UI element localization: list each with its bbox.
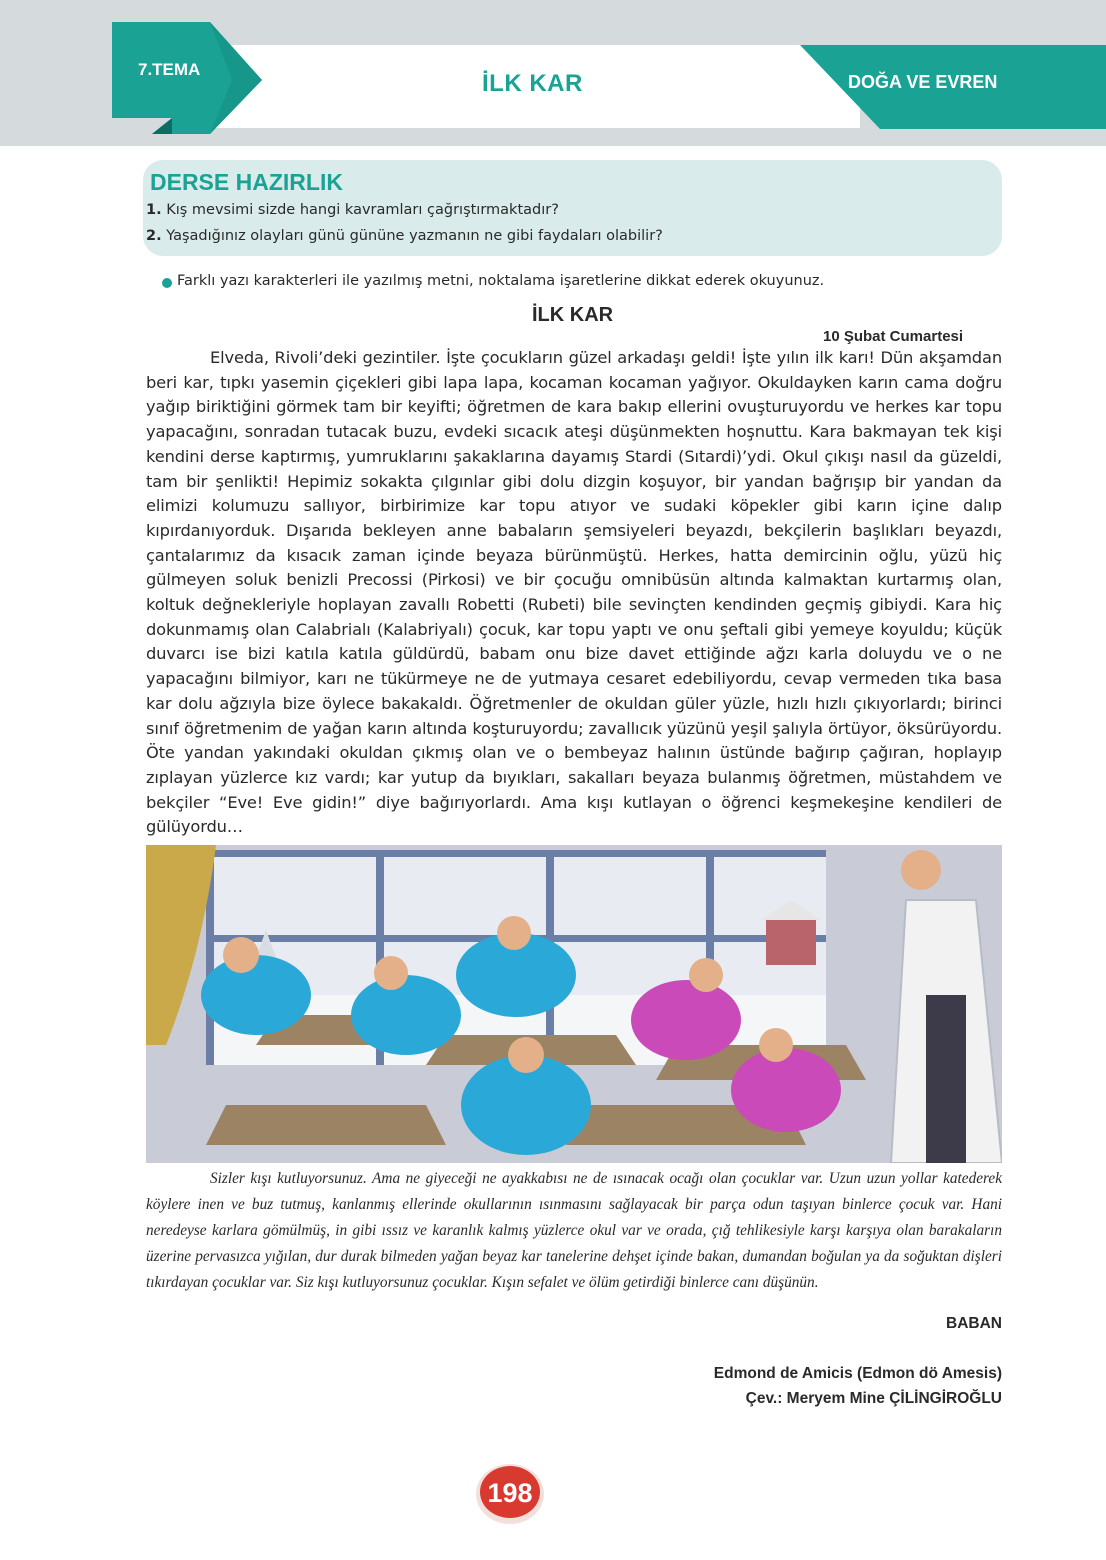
translator: Çev.: Meryem Mine ÇİLİNGİROĞLU: [745, 1390, 1002, 1407]
signature: BABAN: [946, 1315, 1002, 1332]
prep-title: DERSE HAZIRLIK: [150, 169, 343, 195]
question-number: 1.: [146, 202, 162, 218]
reading-instruction: Farklı yazı karakterleri ile yazılmış metni, noktalama işaretlerine dikkat ederek okuyunuz.: [177, 273, 825, 289]
illustration-caption: Sizler kışı kutluyorsunuz. Ama ne giyeceği ne ayakkabısı ne de ısınacak ocağı olan çocuklar var. Uzun uzun yollar katederek köylere inen ve buz tutmuş, kanlanmış ellerinde okullarının ısınmasını sağlayacak bir parça odun taşıyan binlerce çocuk var. Hani neredeyse karlara gömülmüş, in gibi ıssız ve karanlık kalmış yüzlerce okul var ve orada, çığ tehlikesiyle karşı karşıya olan barakaların üzerine pervasızca yığılan, dur durak bilmeden yağan beyaz kar tanelerine dehşet içinde bakan, dumandan boğulan ya da soğuktan dişleri tıkırdayan çocuklar var. Siz kışı kutluyorsunuz çocuklar. Kışın sefalet ve ölüm getirdiği binlerce canı düşünün.: [146, 1170, 1002, 1291]
question-text: Kış mevsimi sizde hangi kavramları çağrıştırmaktadır?: [166, 202, 559, 218]
theme-ribbon-icon: [112, 22, 292, 142]
question-text: Yaşadığınız olayları günü gününe yazmanın ne gibi faydaları olabilir?: [166, 228, 663, 244]
story-date: 10 Şubat Cumartesi: [823, 328, 964, 345]
story-title: İLK KAR: [532, 304, 614, 326]
question-number: 2.: [146, 228, 162, 244]
classroom-illustration: [146, 845, 1002, 1163]
page-number: 198: [487, 1478, 533, 1508]
prep-question: [146, 228, 663, 244]
author: Edmond de Amicis (Edmon dö Amesis): [713, 1365, 1002, 1382]
header-title: İLK KAR: [482, 70, 583, 97]
theme-label: 7.TEMA: [138, 60, 201, 79]
section-label: DOĞA VE EVREN: [848, 72, 998, 92]
story-body: Elveda, Rivoli’deki gezintiler. İşte çocukların güzel arkadaşı geldi! İşte yılın ilk karı! Dün akşamdan beri kar, tıpkı yasemin çiçekleri gibi lapa lapa, kocaman kocaman yağıyor. Okuldayken karın cama doğru yağıp biriktiğini görmek tam bir keyifti; öğretmen de kara bakıp ellerini ovuşturuyordu ve herkes kar topu yapacağını, sonradan tutacak buzu, evdeki sıcacık ateşi düşünmekten hoşnuttu. Kara bakmayan tek kişi kendini derse kaptırmış, yumruklarını şakaklarına dayamış Stardi (Sıtardi)’ydi. Okul çıkışı nasıl da güzeldi, tam bir şenlikti! Hepimiz sokakta çılgınlar gibi dolu dizgin koşuyor, bir yandan bağrışıp bir yandan da elimizi kolumuzu sallıyor, birbirimize kar topu atıyor ve sudaki köpekler gibi karın içine dalıp kıpırdanıyorduk. Dışarıda bekleyen anne babaların şemsiyeleri beyazdı, bekçilerin başlıkları beyazdı, çantalarımız da kısacık zaman içinde beyaza bürünmüştü. Herkes, hatta demircinin oğlu, yüzü hiç gülmeyen soluk benizli Precossi (Pirkosi) ve bir çocuğu omnibüsün altında kalmaktan kurtarmış olan, koltuk değnekleriyle hoplayan zavallı Robetti (Rubeti) bile sevinçten kendinden geçmiş gibiydi. Kara hiç dokunmamış olan Calabrialı (Kalabriyalı) çocuk, kar topu yaptı ve onu şeftali gibi yemeye koyuldu; küçük duvarcı ise bizi katıla katıla güldürdü, babam onu bize davet ettiğinde ağzı karla doluydu ve o ne yapacağını bilmiyor, karı ne tükürmeye ne de yutmaya cesaret edebiliyordu, cevap vermeden tıka basa kar dolu ağzıyla bize öylece bakakaldı. Öğretmenler de okuldan güler yüzle, hızlı hızlı çıkıyorlardı; birinci sınıf öğretmenim de yağan karın altında koşturuyordu; zavallıcık yüzünü yeşil şalıyla örtüyor, öksürüyordu. Öte yandan yakındaki okuldan çıkmış olan ve o bembeyaz halının üstünde bağırıp çağıran, hoplayıp zıplayan yüzlerce kız vardı; kar yutup da bıyıkları, sakalları beyaza bulanmış öğretmen, müstahdem ve bekçiler “Eve! Eve gidin!” diye bağırıyorlardı. Ama kışı kutlayan o öğrenci keşmekeşine kendileri de gülüyordu…: [146, 348, 1002, 837]
prep-question: [146, 202, 559, 218]
bullet-icon: [162, 278, 172, 288]
